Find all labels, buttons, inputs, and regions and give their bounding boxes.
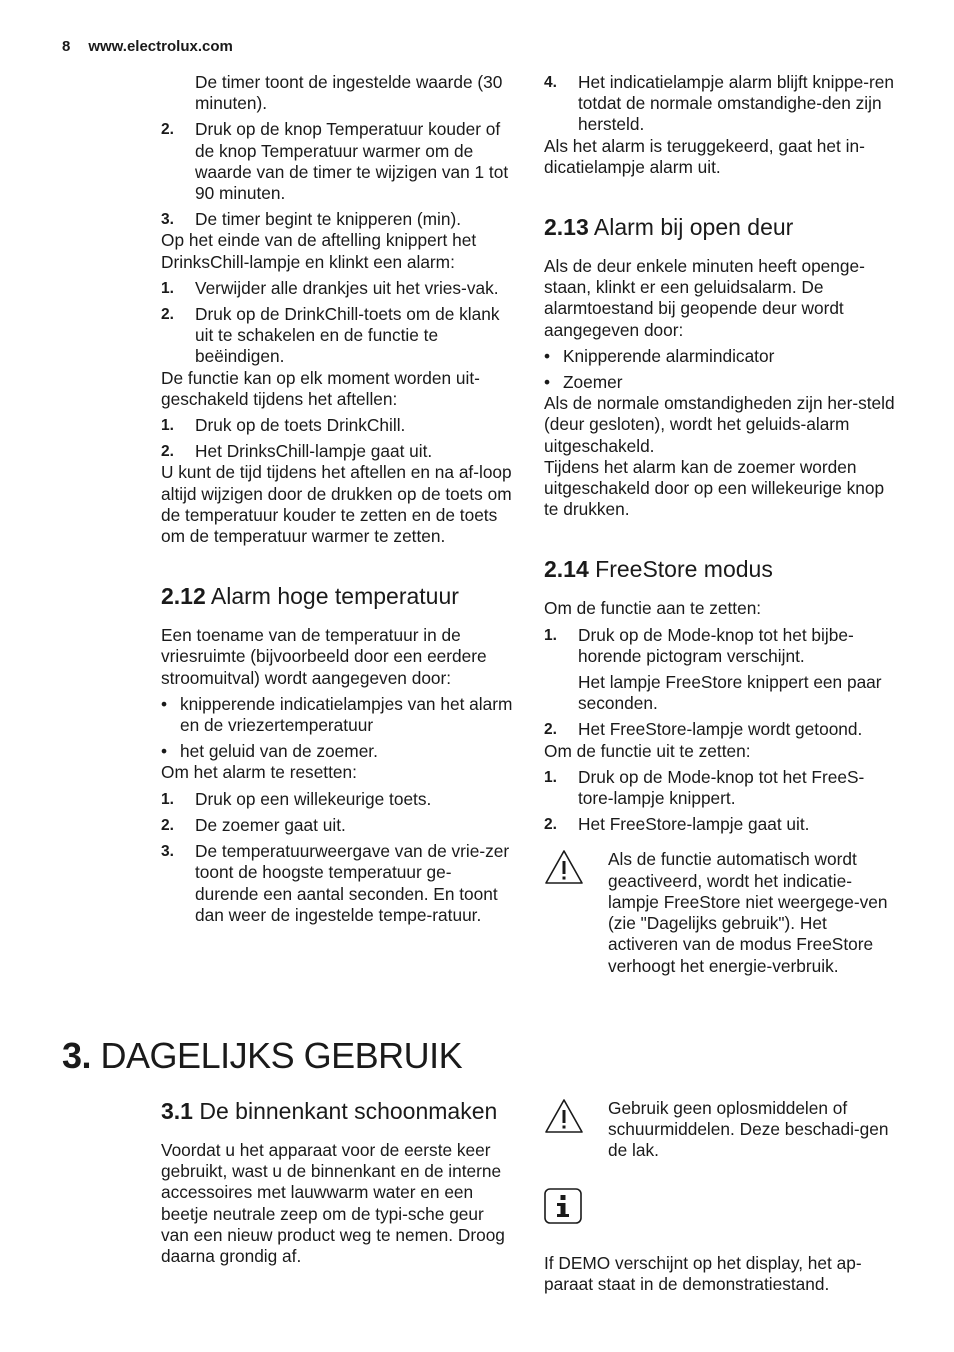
list-item: 2. Druk op de knop Temperatuur kouder of de knop Temperatuur warmer om de waarde van de timer te wijzigen van 1 tot 90 minuten.: [161, 119, 509, 204]
list-item: 1. Druk op de Mode-knop tot het FreeS-tore-lampje knippert.: [544, 766, 865, 809]
bullet-item: • Zoemer: [544, 372, 623, 393]
right-column: [544, 72, 896, 977]
timer-intro: De timer toont de ingestelde waarde (30 minuten).: [195, 72, 503, 114]
paragraph: Als de deur enkele minuten heeft openge-staan, klinkt er een geluidsalarm. De alarmtoestand bij geopende deur wordt aangegeven door:: [544, 256, 865, 340]
info-note: [544, 1188, 896, 1229]
paragraph: If DEMO verschijnt op het display, het ap-paraat staat in de demonstratiestand.: [544, 1252, 862, 1295]
bullet-item: • het geluid van de zoemer.: [161, 741, 378, 762]
list-item: 1. Verwijder alle drankjes uit het vries-vak.: [161, 277, 499, 298]
paragraph: De functie kan op elk moment worden uit-geschakeld tijdens het aftellen:: [161, 367, 480, 409]
warning-triangle-icon: [544, 1098, 608, 1162]
paragraph: Om de functie aan te zetten:: [544, 598, 762, 619]
paragraph: U kunt de tijd tijdens het aftellen en na af-loop altijd wijzigen door de drukken op de toets om de temperatuur kouder te zetten en de toets om de temperatuur warmer te zetten.: [161, 462, 512, 547]
paragraph: Op het einde van de aftelling knippert het DrinksChill-lampje en klinkt een alarm:: [161, 230, 477, 272]
warning-note: Gebruik geen oplosmiddelen of schuurmiddelen. Deze beschadi-gen de lak.: [544, 1098, 896, 1162]
warning-triangle-icon: [544, 849, 608, 976]
info-icon: [544, 1208, 582, 1228]
bullet-icon: •: [544, 372, 551, 393]
list-item: 3. De timer begint te knipperen (min).: [161, 209, 462, 230]
list-item: 2. De zoemer gaat uit.: [161, 814, 346, 835]
list-item: 1. Druk op de Mode-knop tot het bijbe-horende pictogram verschijnt.: [544, 624, 854, 666]
section-heading-2-14: 2.14 FreeStore modus: [544, 556, 773, 583]
list-item: 2. Druk op de DrinkChill-toets om de klank uit te schakelen en de functie te beëindigen.: [161, 304, 500, 367]
paragraph: Een toename van de temperatuur in de vriesruimte (bijvoorbeeld door een eerdere stroomuitval) wordt aangegeven door:: [161, 625, 487, 688]
site-url: www.electrolux.com: [88, 38, 233, 55]
bullet-item: • Knipperende alarmindicator: [544, 345, 775, 366]
list-item: 2. Het FreeStore-lampje wordt getoond.: [544, 719, 863, 740]
list-item: 1. Druk op een willekeurige toets.: [161, 788, 432, 809]
warning-note: Als de functie automatisch wordt geactiveerd, wordt het indicatie-lampje FreeStore niet weergege-ven (zie "Dagelijks gebruik"). Het activeren van de modus FreeStore verhoogt het energie-verbruik.: [544, 849, 896, 976]
step-note: Het lampje FreeStore knippert een paar seconden.: [578, 672, 882, 714]
bullet-icon: •: [544, 345, 551, 366]
bullet-icon: •: [161, 693, 168, 714]
list-item: 4. Het indicatielampje alarm blijft knippe-ren totdat de normale omstandighe-den zijn hersteld.: [544, 72, 895, 135]
bullet-icon: •: [161, 741, 168, 762]
section-heading-2-12: 2.12 Alarm hoge temperatuur: [161, 583, 459, 610]
paragraph: Voordat u het apparaat voor de eerste keer gebruikt, wast u de binnenkant en de interne accessoires met lauwwarm water en een beetje neutrale zeep om de typi-sche geur van een nieuw product weg te nemen. Droog daarna grondig af.: [161, 1140, 505, 1267]
list-item: 3. De temperatuurweergave van de vrie-zer toont de hoogste temperatuur ge-durende een aantal seconden. En toont dan weer de ingestelde tempe-ratuur.: [161, 841, 510, 925]
chapter-title: 3. DAGELIJKS GEBRUIK: [62, 1035, 463, 1076]
paragraph: Tijdens het alarm kan de zoemer worden uitgeschakeld door op een willekeurige knop te drukken.: [544, 456, 885, 520]
page-number: 8: [62, 38, 71, 55]
paragraph: Als de normale omstandigheden zijn her-steld (deur gesloten), wordt het geluids-alarm uitgeschakeld.: [544, 393, 895, 456]
list-item: 1. Druk op de toets DrinkChill.: [161, 415, 406, 436]
paragraph: Als het alarm is teruggekeerd, gaat het in-dicatielampje alarm uit.: [544, 135, 865, 177]
section-heading-2-13: 2.13 Alarm bij open deur: [544, 214, 794, 241]
section-3-1-notes: [544, 1098, 896, 1295]
section-heading-3-1: 3.1 De binnenkant schoonmaken: [161, 1098, 498, 1124]
paragraph: Om de functie uit te zetten:: [544, 740, 751, 761]
page-header: [62, 38, 233, 55]
list-item: 2. Het FreeStore-lampje gaat uit.: [544, 814, 810, 835]
left-column: [161, 72, 513, 926]
bullet-item: • knipperende indicatielampjes van het alarm en de vriezertemperatuur: [161, 693, 513, 736]
list-item: 2. Het DrinksChill-lampje gaat uit.: [161, 441, 433, 462]
section-3-1: [161, 1098, 513, 1267]
paragraph: Om het alarm te resetten:: [161, 762, 357, 783]
